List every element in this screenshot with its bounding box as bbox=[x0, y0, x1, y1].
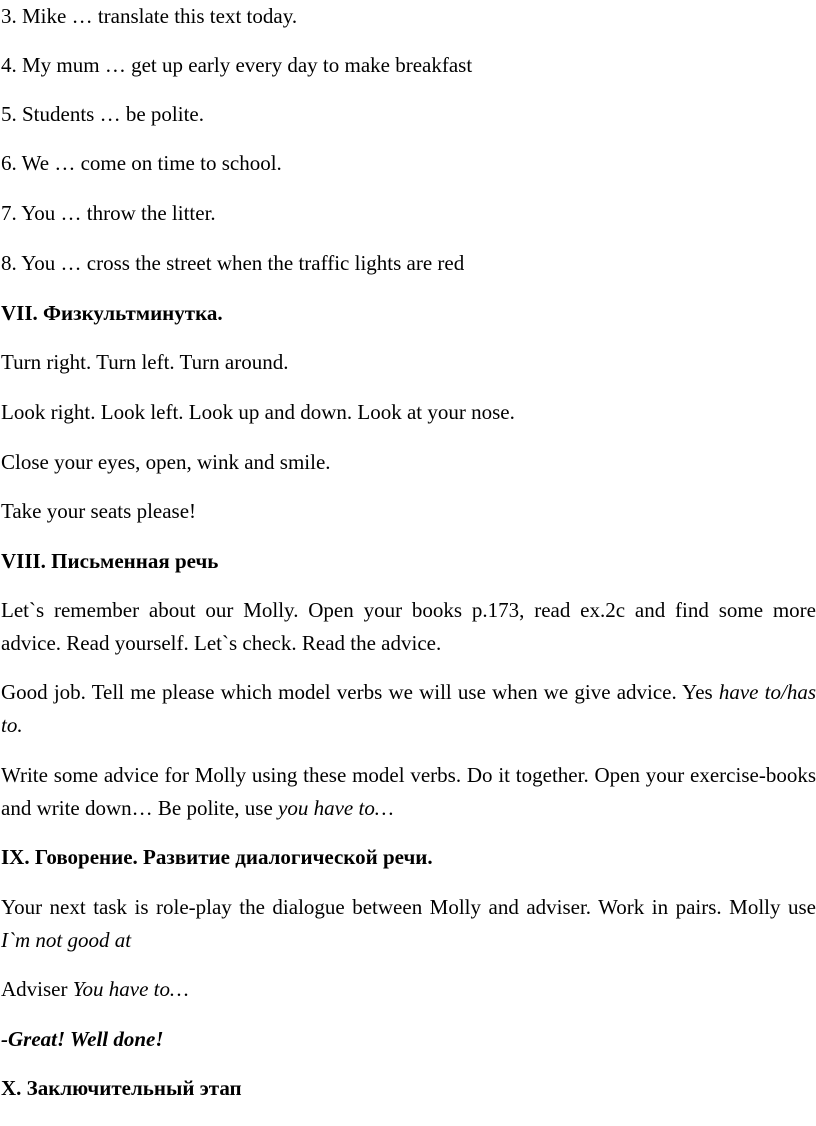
section-8-paragraph-3-text: Write some advice for Molly using these model verbs. Do it together. Open your exercise-books and write down… Be polite, use bbox=[1, 763, 816, 820]
exercise-item-5: 5. Students … be polite. bbox=[1, 102, 204, 126]
section-8-paragraph-2-text: Good job. Tell me please which model verbs we will use when we give advice. Yes bbox=[1, 680, 719, 704]
exercise-item-6: 6. We … come on time to school. bbox=[1, 151, 282, 175]
section-8-paragraph-1: Let`s remember about our Molly. Open your books p.173, read ex.2c and find some more advice. Read yourself. Let`s check. Read the advice. bbox=[1, 598, 816, 655]
section-9-paragraph-2-text: Adviser bbox=[1, 977, 73, 1001]
exercise-item-7: 7. You … throw the litter. bbox=[1, 201, 216, 225]
section-10-heading: X. Заключительный этап bbox=[1, 1076, 242, 1100]
section-9-heading: IX. Говорение. Развитие диалогической речи. bbox=[1, 845, 433, 869]
section-9-paragraph-1-italic: I`m not good at bbox=[1, 928, 132, 952]
section-7-line-2: Look right. Look left. Look up and down. Look at your nose. bbox=[1, 400, 515, 424]
exercise-item-3: 3. Mike … translate this text today. bbox=[1, 4, 298, 28]
exercise-item-4: 4. My mum … get up early every day to make breakfast bbox=[1, 53, 473, 77]
section-8-paragraph-3 bbox=[1, 759, 816, 825]
section-8-paragraph-3-italic: you have to… bbox=[278, 796, 394, 820]
section-7-line-4: Take your seats please! bbox=[1, 499, 197, 523]
section-7-heading: VII. Физкультминутка. bbox=[1, 301, 223, 325]
section-9-paragraph-2-italic: You have to… bbox=[72, 977, 189, 1001]
section-8-paragraph-2 bbox=[1, 676, 816, 742]
exercise-item-8: 8. You … cross the street when the traffic lights are red bbox=[1, 251, 465, 275]
section-8-heading: VIII. Письменная речь bbox=[1, 549, 219, 573]
section-9-paragraph-3: -Great! Well done! bbox=[1, 1027, 164, 1051]
section-9-paragraph-1-text: Your next task is role-play the dialogue between Molly and adviser. Work in pairs. Molly use bbox=[1, 895, 816, 919]
section-8-paragraph-2-italic: have to/has to. bbox=[1, 680, 816, 737]
section-7-line-1: Turn right. Turn left. Turn around. bbox=[1, 350, 289, 374]
section-7-line-3: Close your eyes, open, wink and smile. bbox=[1, 450, 331, 474]
section-9-paragraph-1 bbox=[1, 891, 816, 957]
section-9-paragraph-2 bbox=[1, 973, 816, 1006]
